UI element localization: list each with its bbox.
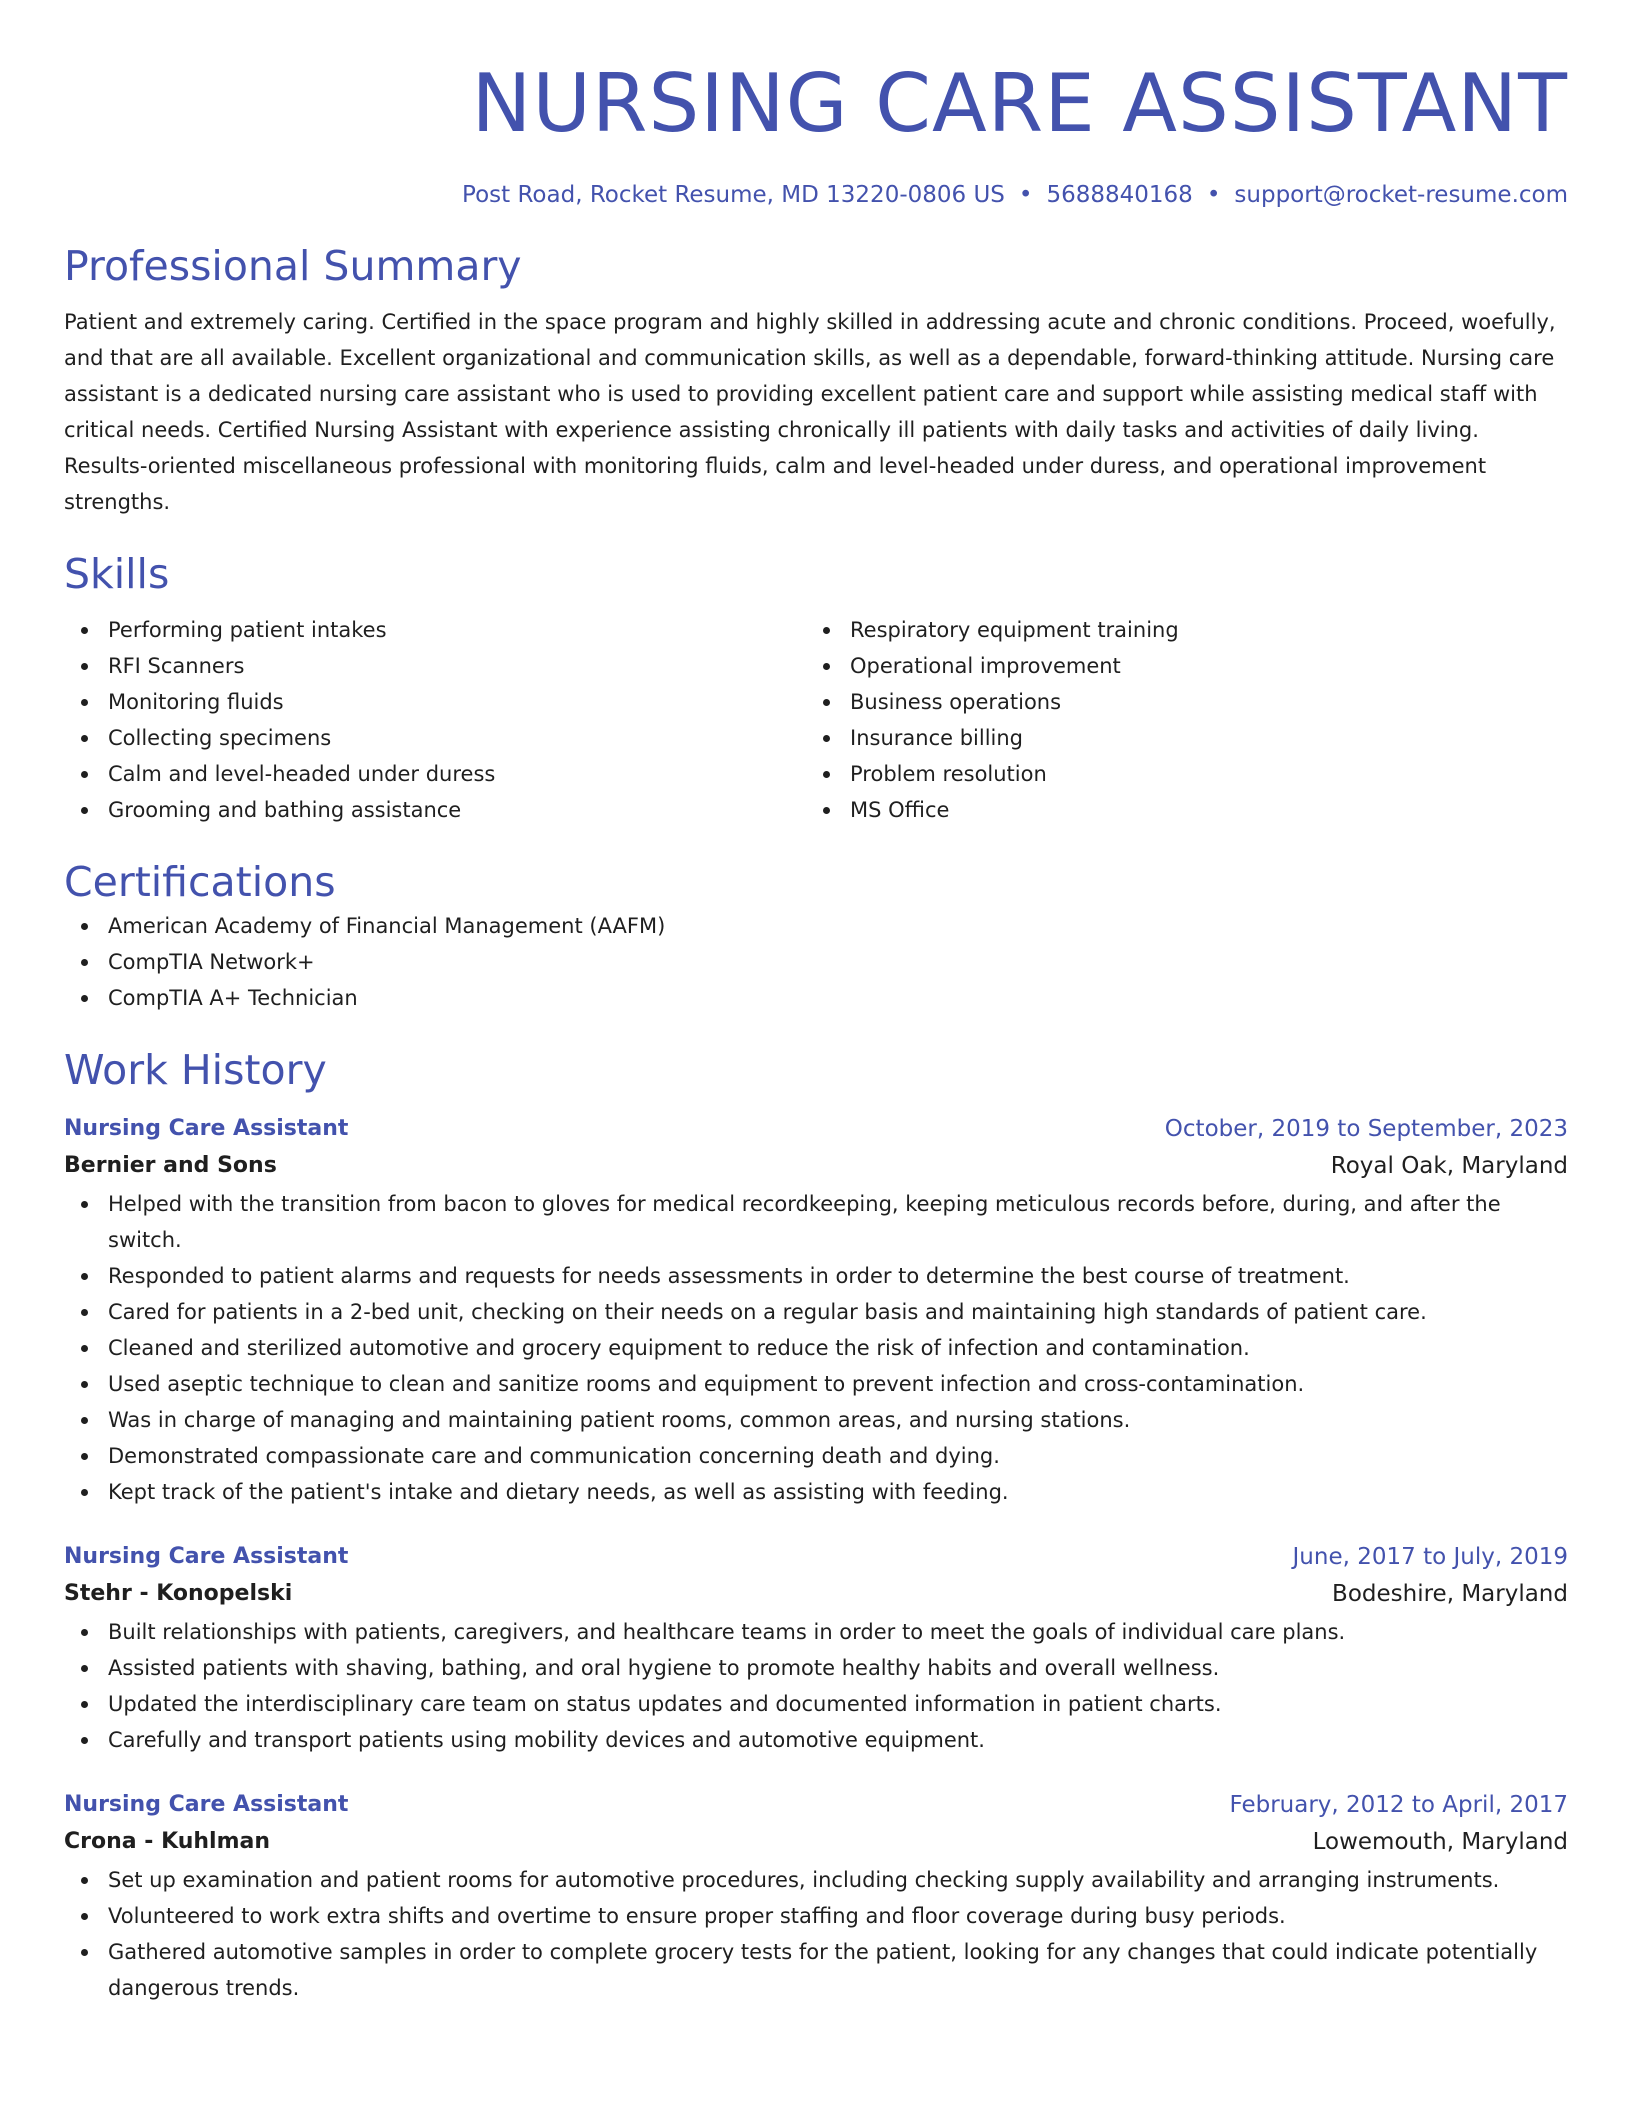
job-company-row: [64, 1574, 1568, 1614]
skill-item: Monitoring fluids: [64, 684, 806, 720]
job-duty: Helped with the transition from bacon to gloves for medical recordkeeping, keeping meticulous records before, during, and after the switch.: [64, 1186, 1568, 1258]
contact-phone: 5688840168: [1046, 182, 1193, 208]
work-history-heading: Work History: [64, 1046, 327, 1094]
skills-column-right: [806, 612, 1548, 828]
skills-list-right: [806, 612, 1548, 828]
skills-heading: Skills: [64, 550, 170, 598]
job-location: Bodeshire, Maryland: [1332, 1581, 1568, 1607]
job-header-row: [64, 1112, 1568, 1146]
job-duty: Volunteered to work extra shifts and overtime to ensure proper staffing and floor coverage during busy periods.: [64, 1898, 1568, 1934]
skill-item: Respiratory equipment training: [806, 612, 1548, 648]
job-dates: June, 2017 to July, 2019: [1292, 1544, 1568, 1570]
skill-item: Calm and level-headed under duress: [64, 756, 806, 792]
job-duty: Cared for patients in a 2-bed unit, checking on their needs on a regular basis and maintaining high standards of patient care.: [64, 1294, 1568, 1330]
contact-address: Post Road, Rocket Resume, MD 13220-0806 US: [462, 182, 1005, 208]
job-duty: Built relationships with patients, caregivers, and healthcare teams in order to meet the goals of individual care plans.: [64, 1614, 1568, 1650]
skill-item: Problem resolution: [806, 756, 1548, 792]
certifications-list: [64, 908, 1568, 1016]
skills-column-left: [64, 612, 806, 828]
skill-item: Grooming and bathing assistance: [64, 792, 806, 828]
certification-item: CompTIA A+ Technician: [64, 980, 1568, 1016]
certification-item: CompTIA Network+: [64, 944, 1568, 980]
job-duty: Cleaned and sterilized automotive and grocery equipment to reduce the risk of infection and contamination.: [64, 1330, 1568, 1366]
job-duty: Carefully and transport patients using mobility devices and automotive equipment.: [64, 1722, 1568, 1758]
job-duties-list: [64, 1862, 1568, 2006]
job-duty: Gathered automotive samples in order to complete grocery tests for the patient, looking for any changes that could indicate potentially dangerous trends.: [64, 1934, 1568, 2006]
job-title: Nursing Care Assistant: [64, 1544, 349, 1569]
job-dates: October, 2019 to September, 2023: [1164, 1116, 1568, 1142]
job-duty: Used aseptic technique to clean and sanitize rooms and equipment to prevent infection and cross-contamination.: [64, 1366, 1568, 1402]
job-location: Royal Oak, Maryland: [1330, 1153, 1568, 1179]
job-company-row: [64, 1146, 1568, 1186]
job-company: Stehr - Konopelski: [64, 1581, 293, 1606]
job-dates: February, 2012 to April, 2017: [1229, 1792, 1568, 1818]
skill-item: Performing patient intakes: [64, 612, 806, 648]
contact-email: support@rocket-resume.com: [1234, 182, 1568, 208]
skill-item: RFI Scanners: [64, 648, 806, 684]
summary-text: Patient and extremely caring. Certified in the space program and highly skilled in addressing acute and chronic conditions. Proceed, woefully, and that are all available. Excellent organizational and communication skills, as well as a dependable, forward-thinking attitude. Nursing care assistant is a dedicated nursing care assistant who is used to providing excellent patient care and support while assisting medical staff with critical needs. Certified Nursing Assistant with experience assisting chronically ill patients with daily tasks and activities of daily living. Results-oriented miscellaneous professional with monitoring fluids, calm and level-headed under duress, and operational improvement strengths.: [64, 310, 1556, 514]
job-header-row: [64, 1788, 1568, 1822]
job-location: Lowemouth, Maryland: [1312, 1829, 1568, 1855]
job-duty: Demonstrated compassionate care and communication concerning death and dying.: [64, 1438, 1568, 1474]
skill-item: Business operations: [806, 684, 1548, 720]
job-duties-list: [64, 1186, 1568, 1510]
job-title: Nursing Care Assistant: [64, 1792, 349, 1817]
job-company: Bernier and Sons: [64, 1153, 277, 1178]
skill-item: Collecting specimens: [64, 720, 806, 756]
contact-separator: •: [1206, 182, 1221, 208]
job-duty: Set up examination and patient rooms for automotive procedures, including checking supply availability and arranging instruments.: [64, 1862, 1568, 1898]
job-title: Nursing Care Assistant: [64, 1116, 349, 1141]
job-company: Crona - Kuhlman: [64, 1829, 271, 1854]
skill-item: MS Office: [806, 792, 1548, 828]
summary-heading: Professional Summary: [64, 242, 522, 290]
skill-item: Insurance billing: [806, 720, 1548, 756]
skills-list-left: [64, 612, 806, 828]
job-entry: [64, 1788, 1568, 2006]
contact-line: [64, 180, 1568, 210]
job-duty: Updated the interdisciplinary care team on status updates and documented information in patient charts.: [64, 1686, 1568, 1722]
certifications-heading: Certifications: [64, 858, 336, 906]
job-header-row: [64, 1540, 1568, 1574]
certification-item: American Academy of Financial Management (AAFM): [64, 908, 1568, 944]
skill-item: Operational improvement: [806, 648, 1548, 684]
job-entry: [64, 1540, 1568, 1758]
skills-columns: [64, 612, 1568, 828]
job-company-row: [64, 1822, 1568, 1862]
candidate-name: NURSING CARE ASSISTANT: [471, 57, 1568, 150]
job-duty: Was in charge of managing and maintaining patient rooms, common areas, and nursing stations.: [64, 1402, 1568, 1438]
job-duties-list: [64, 1614, 1568, 1758]
resume-header: [64, 0, 1568, 210]
job-duty: Responded to patient alarms and requests for needs assessments in order to determine the best course of treatment.: [64, 1258, 1568, 1294]
contact-separator: •: [1018, 182, 1033, 208]
job-duty: Assisted patients with shaving, bathing, and oral hygiene to promote healthy habits and overall wellness.: [64, 1650, 1568, 1686]
job-entry: [64, 1112, 1568, 1510]
job-duty: Kept track of the patient's intake and dietary needs, as well as assisting with feeding.: [64, 1474, 1568, 1510]
